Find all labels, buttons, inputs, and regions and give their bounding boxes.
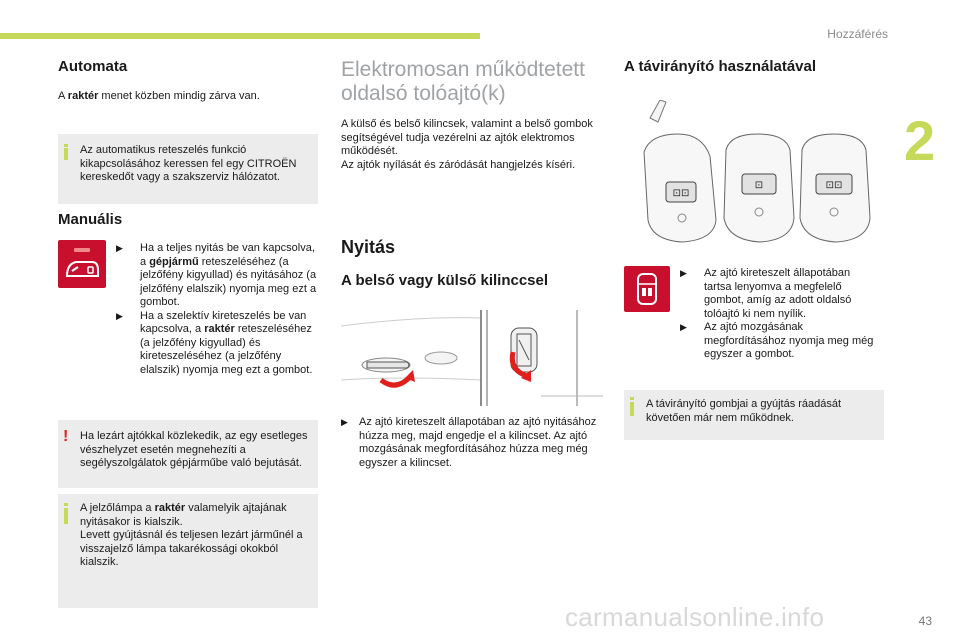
arrow-bullet-icon: ▶︎ (680, 268, 687, 278)
info-icon (64, 148, 68, 160)
svg-text:⊡⊡: ⊡⊡ (825, 180, 843, 191)
handle-bullet: ▶︎ Az ajtó kireteszelt állapotában az ajtó nyitásához húzza meg, majd engedje el a kilincset. Az ajtó mozgásának megfordításához húzza meg még egyszer a kilincset. (341, 416, 597, 469)
handle-heading: A belső vagy külső kilinccsel (341, 272, 549, 289)
manualis-heading: Manuális (58, 211, 123, 228)
automata-heading: Automata (58, 58, 128, 75)
automata-text: A raktér menet közben mindig zárva van. (58, 90, 260, 102)
remote-info-text: A távirányító gombjai a gyújtás ráadását követően már nem működnek. (646, 398, 842, 424)
automata-info-text: Az automatikus reteszelés funkció kikapcsolásához keressen fel egy CITROËN kereskedőt vagy a szakszerviz hálózatot. (80, 144, 297, 183)
manualis-bullets (116, 242, 318, 377)
watermark: carmanualsonline.info (565, 602, 825, 632)
lamp-info-box (58, 494, 318, 608)
svg-text:⊡: ⊡ (754, 180, 764, 191)
warning-text: Ha lezárt ajtókkal közlekedik, az egy esetleges vészhelyzet esetén megnehezíti a segélyszolgálatok gépjárműbe való bejutását. (80, 430, 308, 469)
nyitas-heading: Nyitás (341, 237, 396, 257)
svg-text:⊡⊡: ⊡⊡ (672, 188, 690, 199)
remote-info-box (624, 390, 884, 440)
sliding-door-button-icon (624, 266, 670, 312)
automata-info-box (58, 134, 318, 204)
page-title: Elektromosan működtetett oldalsó tolóajtó(k) (341, 58, 585, 105)
intro-text: A külső és belső kilincsek, valamint a belső gombok segítségével tudja vezérelni az ajtók elektromos működését. Az ajtók nyílását és záródását hangjelzés kíséri. (341, 118, 593, 171)
page-number: 43 (918, 614, 932, 628)
arrow-bullet-icon: ▶︎ (341, 417, 348, 427)
central-lock-button-icon (58, 240, 106, 288)
header-accent-bar (0, 33, 480, 39)
remote-bullet-1: ▶︎ Az ajtó kireteszelt állapotában tartsa lenyomva a megfelelő gombot, amíg az adott oldalsó tolóajtó ki nem nyílik. (680, 267, 852, 320)
arrow-bullet-icon: ▶︎ (116, 310, 123, 321)
info-icon (630, 402, 634, 416)
remote-bullet-2: ▶︎ Az ajtó mozgásának megfordításához nyomja meg még egyszer a gombot. (680, 321, 874, 360)
warning-box (58, 420, 318, 488)
remote-heading: A távirányító használatával (624, 58, 817, 75)
door-handle-illustration (341, 310, 603, 406)
lamp-info-text: A jelzőlámpa a raktér valamelyik ajtajának nyitásakor is kialszik. Levett gyújtásnál és teljesen lezárt járműnél a visszajelző lámpa takarékossági okokból kialszik. (80, 502, 303, 568)
chapter-number: 2 (904, 109, 936, 172)
manualis-bullet-1: ▶︎ Ha a teljes nyitás be van kapcsolva, a gépjármű reteszeléséhez (a jelzőfény kigyullad) és nyitásához (a jelzőfény elalszik) nyomja meg ezt a gombot. (116, 242, 317, 308)
arrow-bullet-icon: ▶︎ (680, 322, 687, 332)
manualis-bullet-2: ▶︎ Ha a szelektív kireteszelés be van kapcsolva, a raktér reteszeléséhez (a jelzőfény kigyullad) és kireteszeléséhez (a jelzőfény elalszik) nyomja meg ezt a gombot. (116, 309, 313, 376)
remote-bullets (680, 267, 880, 362)
remote-key-illustration (630, 100, 880, 250)
arrow-bullet-icon: ▶︎ (116, 243, 123, 253)
section-label: Hozzáférés (827, 27, 888, 41)
info-icon (64, 508, 68, 524)
warning-icon: ! (63, 428, 69, 445)
